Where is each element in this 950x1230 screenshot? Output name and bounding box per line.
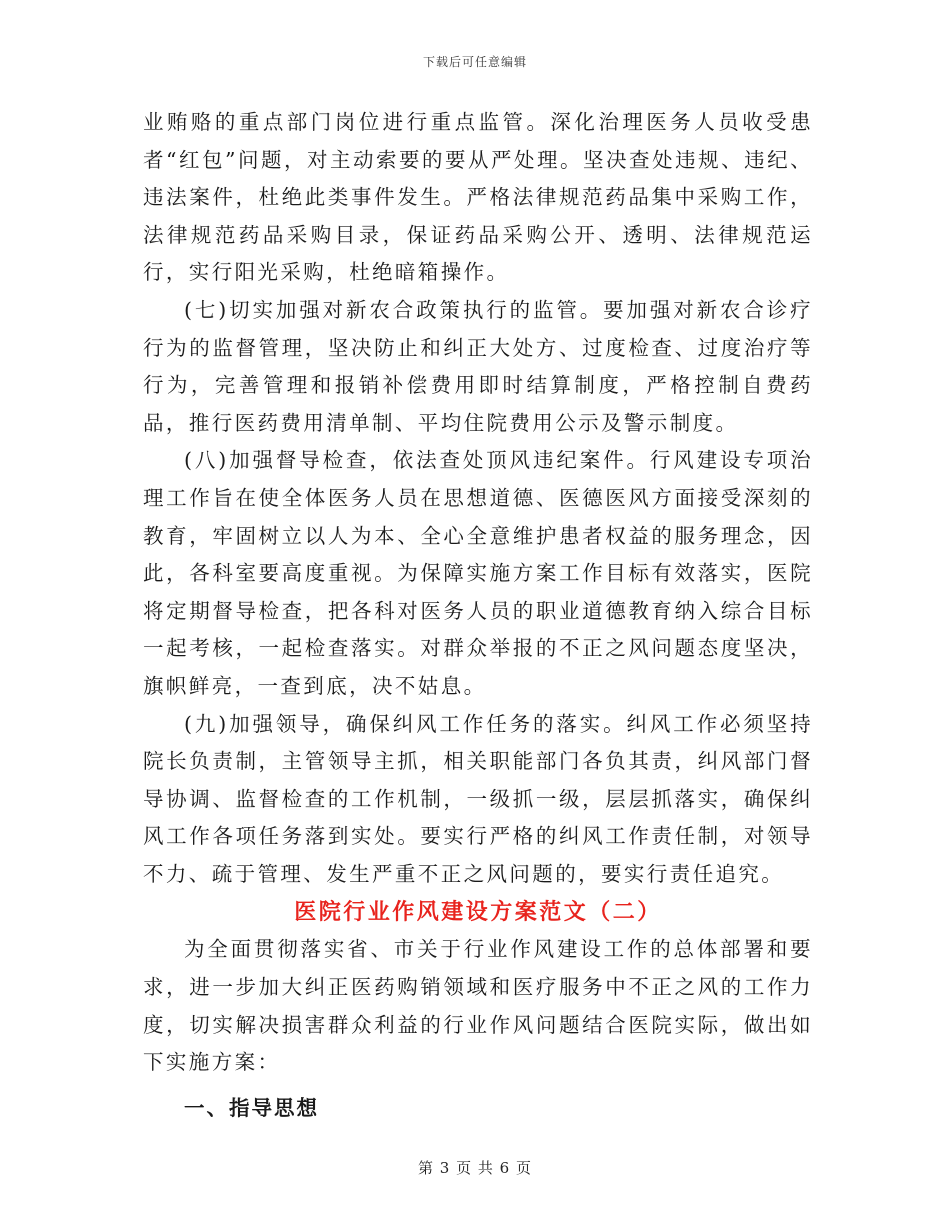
page-footer: 第 3 页 共 6 页 [418, 1159, 532, 1177]
paragraph-item-9: (九)加强领导，确保纠风工作任务的落实。纠风工作必须坚持院长负责制，主管领导主抓，相关职能部门各负其责，纠风部门督导协调、监督检查的工作机制，一级抓一级，层层抓落实，确保纠风工作各项任务落到实处。要实行严格的纠风工作责任制，对领导不力、疏于管理、发生严重不正之风问题的，要实行责任追究。 [143, 711, 813, 886]
paragraph-continuation: 业贿赂的重点部门岗位进行重点监管。深化治理医务人员收受患者“红包”问题，对主动索要的要从严处理。坚决查处违规、违纪、违法案件，杜绝此类事件发生。严格法律规范药品集中采购工作，法律规范药品采购目录，保证药品采购公开、透明、法律规范运行，实行阳光采购，杜绝暗箱操作。 [143, 110, 813, 285]
paragraph-intro: 为全面贯彻落实省、市关于行业作风建设工作的总体部署和要求，进一步加大纠正医药购销领域和医疗服务中不正之风的工作力度，切实解决损害群众利益的行业作风问题结合医院实际，做出如下实施方案： [143, 937, 813, 1075]
section-title: 医院行业作风建设方案范文（二） [294, 899, 662, 926]
document-body [143, 104, 813, 1127]
paragraph-item-8: (八)加强督导检查，依法查处顶风违纪案件。行风建设专项治理工作旨在使全体医务人员在思想道德、医德医风方面接受深刻的教育，牢固树立以人为本、全心全意维护患者权益的服务理念，因此，各科室要高度重视。为保障实施方案工作目标有效落实，医院将定期督导检查，把各科对医务人员的职业道德教育纳入综合目标一起考核，一起检查落实。对群众举报的不正之风问题态度坚决，旗帜鲜亮，一查到底，决不姑息。 [143, 448, 813, 698]
heading-guiding-ideology: 一、指导思想 [184, 1095, 319, 1120]
paragraph-item-7: (七)切实加强对新农合政策执行的监管。要加强对新农合诊疗行为的监督管理，坚决防止和纠正大处方、过度检查、过度治疗等行为，完善管理和报销补偿费用即时结算制度，严格控制自费药品，推行医药费用清单制、平均住院费用公示及警示制度。 [143, 297, 813, 435]
page-header: 下载后可任意编辑 [422, 55, 527, 69]
